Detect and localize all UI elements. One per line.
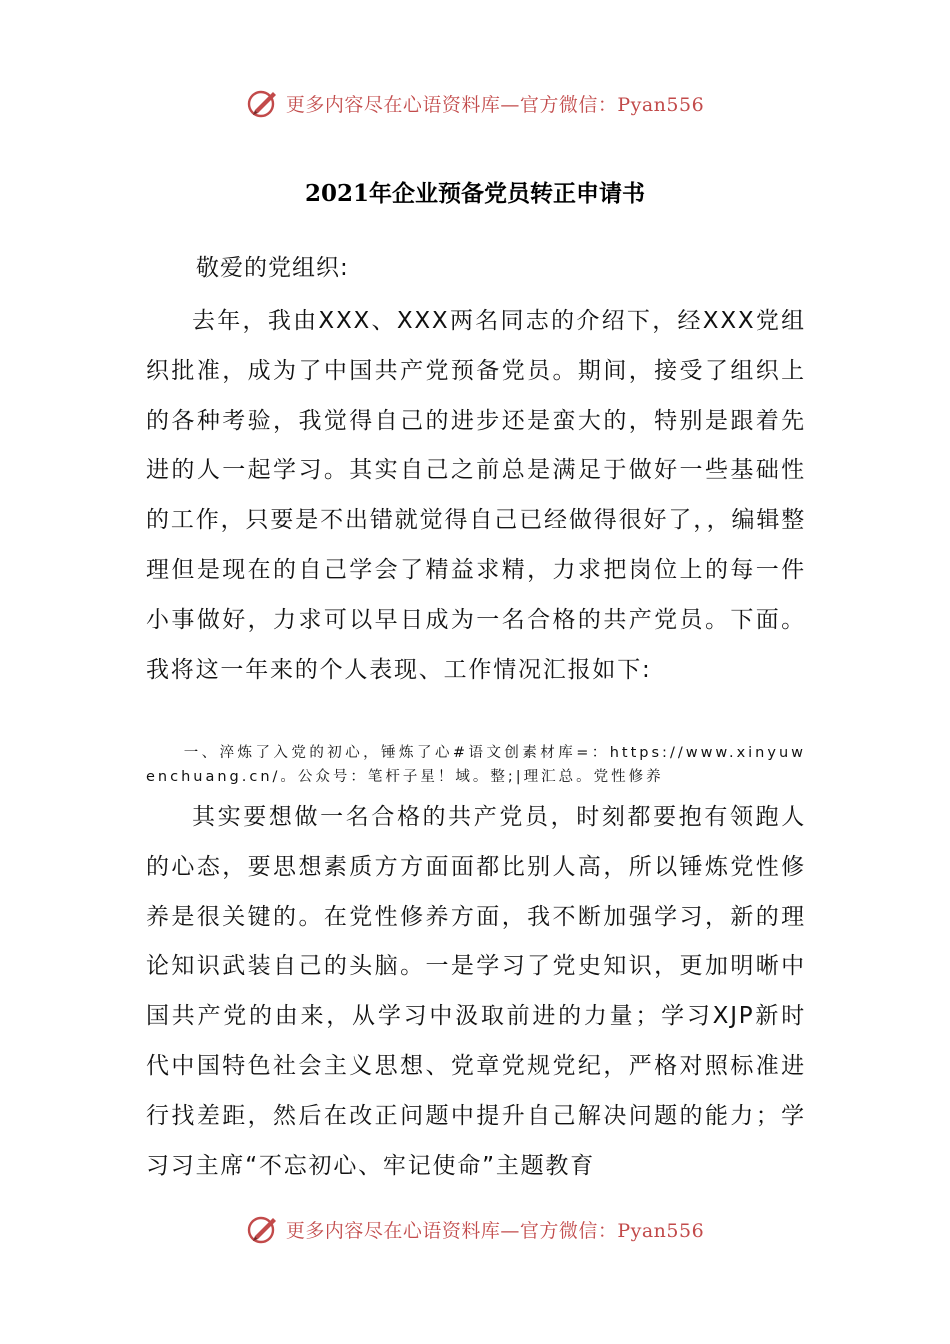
pen-logo-icon [246,86,280,120]
pen-logo-icon [246,1212,280,1246]
watermark-banner-bottom [0,1209,950,1249]
watermark-banner-top [0,83,950,123]
section-heading: 一、淬炼了入党的初心，锤炼了心#语文创素材库=：https://www.xinyuwenchuang.cn/。公众号：笔杆子星！域。整;|理汇总。党性修养 [146,745,806,785]
body-paragraph-2: 其实要想做一名合格的共产党员，时刻都要抱有领跑人的心态，要思想素质方方面面都比别人高，所以锤炼党性修养是很关键的。在党性修养方面，我不断加强学习，新的理论知识武装自己的头脑。一是学习了党史知识，更加明晰中国共产党的由来，从学习中汲取前进的力量；学习XJP新时代中国特色社会主义思想、党章党规党纪，严格对照标准进行找差距，然后在改正问题中提升自己解决问题的能力；学习习主席“不忘初心、牢记使命”主题教育 [146,804,806,1179]
body-paragraph-1: 去年，我由XXX、XXX两名同志的介绍下，经XXX党组织批准，成为了中国共产党预备党员。期间，接受了组织上的各种考验，我觉得自己的进步还是蛮大的，特别是跟着先进的人一起学习。其实自己之前总是满足于做好一些基础性的工作，只要是不出错就觉得自己已经做得很好了，，编辑整理但是现在的自己学会了精益求精，力求把岗位上的每一件小事做好，力求可以早日成为一名合格的共产党员。下面。我将这一年来的个人表现、工作情况汇报如下: [146,308,806,683]
salutation: 敬爱的党组织: [196,255,349,281]
document-title: 2021年企业预备党员转正申请书 [304,180,645,207]
watermark-text: 更多内容尽在心语资料库—官方微信：Pyan556 [285,1219,705,1242]
watermark-text: 更多内容尽在心语资料库—官方微信：Pyan556 [285,93,705,116]
